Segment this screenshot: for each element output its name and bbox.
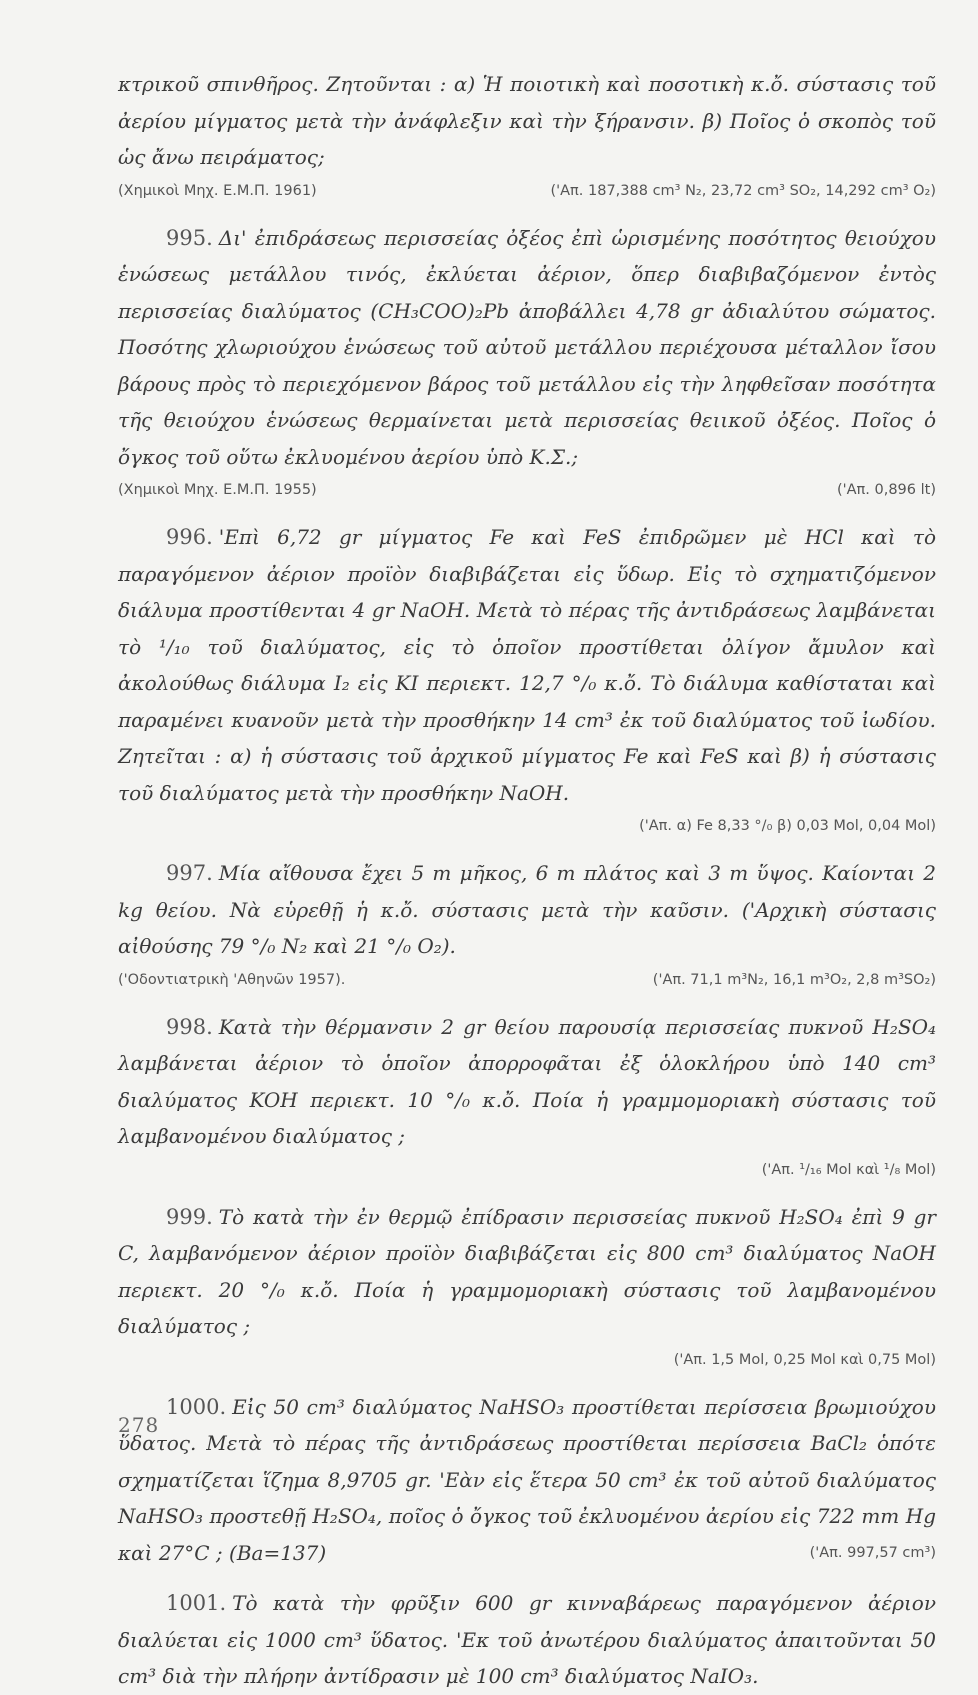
problem-1001: [118, 1585, 936, 1695]
problem-text: 'Επὶ 6,72 gr μίγματος Fe καὶ FeS ἐπιδρῶμεν μὲ HCl καὶ τὸ παραγόμενον ἀέριον προϊὸν διαβιβάζεται εἰς ὕδωρ. Εἰς τὸ σχηματιζόμενον διάλυμα προστίθενται 4 gr NaOH. Μετὰ τὸ πέρας τῆς ἀντιδράσεως λαμβάνεται τὸ ¹/₁₀ τοῦ διαλύματος, εἰς τὸ ὁποῖον προστίθεται ὀλίγον ἄμυλον καὶ ἀκολούθως διάλυμα I₂ εἰς KI περιεκτ. 12,7 °/₀ κ.ὄ. Τὸ διάλυμα καθίσταται καὶ παραμένει κυανοῦν μετὰ τὴν προσθήκην 14 cm³ ἐκ τοῦ διαλύματος τοῦ ἰωδίου. Ζητεῖται : α) ἡ σύστασις τοῦ ἀρχικοῦ μίγματος Fe καὶ FeS καὶ β) ἡ σύστασις τοῦ διαλύματος μετὰ τὴν προσθήκην NaOH.: [118, 525, 936, 805]
answer-line: [118, 1155, 936, 1185]
problem-answer: ('Απ. α) Fe 8,33 °/₀ β) 0,03 Mol, 0,04 Mol): [639, 818, 936, 834]
problem-text: Εἰς 50 cm³ διαλύματος NaHSO₃ προστίθεται περίσσεια βρωμιούχου ὕδατος. Μετὰ τὸ πέρας τῆς ἀντιδράσεως προστίθεται περίσσεια BaCl₂ ὁπότε σχηματίζεται ἵζημα 8,9705 gr. 'Εὰν εἰς ἕτερα 50 cm³ ἐκ τοῦ αὐτοῦ διαλύματος NaHSO₃ προστεθῇ H₂SO₄, ποῖος ὁ ὄγκος τοῦ ἐκλυομένου ἀερίου εἰς 722 mm Hg καὶ 27°C ; (Ba=137): [118, 1394, 936, 1565]
answer-line: [118, 811, 936, 841]
problem-answer: ('Απ. 71,1 m³N₂, 16,1 m³O₂, 2,8 m³SO₂): [652, 971, 936, 988]
problem-number: 995.: [166, 225, 213, 250]
page-number: 278: [118, 1413, 160, 1437]
problem-answer: ('Απ. 0,896 lt): [836, 482, 936, 498]
problem-text: Μία αἴθουσα ἔχει 5 m μῆκος, 6 m πλάτος καὶ 3 m ὕψος. Καίονται 2 kg θείου. Νὰ εὑρεθῇ ἡ κ.ὄ. σύστασις μετὰ τὴν καῦσιν. ('Αρχικὴ σύστασις αἰθούσης 79 °/₀ N₂ καὶ 21 °/₀ O₂).: [118, 861, 936, 958]
problem-answer: ('Απ. 1,5 Mol, 0,25 Mol καὶ 0,75 Mol): [673, 1351, 936, 1368]
problem-998: [118, 1009, 936, 1155]
source-answer-line: [118, 965, 936, 995]
problem-number: 998.: [166, 1014, 213, 1039]
problem-answer: ('Απ. ¹/₁₆ Mol καὶ ¹/₈ Mol): [761, 1161, 936, 1178]
problem-999: [118, 1199, 936, 1345]
problem-number: 999.: [166, 1204, 213, 1229]
answer-line: [118, 1345, 936, 1375]
problem-number: 1001.: [166, 1591, 227, 1615]
problem-text: Κατὰ τὴν θέρμανσιν 2 gr θείου παρουσίᾳ περισσείας πυκνοῦ H₂SO₄ λαμβάνεται ἀέριον τὸ ὁποῖον ἀπορροφᾶται ἐξ ὁλοκλήρου ὑπὸ 140 cm³ διαλύματος KOH περιεκτ. 10 °/₀ κ.ὄ. Ποία ἡ γραμμομοριακὴ σύστασις τοῦ λαμβανομένου διαλύματος ;: [118, 1014, 936, 1148]
problem-continuation-text: κτρικοῦ σπινθῆρος. Ζητοῦνται : α) Ἡ ποιοτικὴ καὶ ποσοτικὴ κ.ὄ. σύστασις τοῦ ἀερίου μίγματος μετὰ τὴν ἀνάφλεξιν καὶ τὴν ξήρανσιν. β) Ποῖος ὁ σκοπὸς τοῦ ὡς ἄνω πειράματος;: [118, 72, 936, 169]
problem-996: [118, 519, 936, 811]
source-answer-line: [118, 176, 936, 206]
problem-source: ('Οδοντιατρικὴ 'Αθηνῶν 1957).: [118, 971, 346, 988]
problem-answer: ('Απ. 997,57 cm³): [809, 1544, 936, 1561]
problem-995: [118, 220, 936, 476]
problem-text: Δι' ἐπιδράσεως περισσείας ὀξέος ἐπὶ ὡρισμένης ποσότητος θειούχου ἑνώσεως μετάλλου τινός, ἐκλύεται ἀέριον, ὅπερ διαβιβαζόμενον ἐντὸς περισσείας διαλύματος (CH₃COO)₂Pb ἀποβάλλει 4,78 gr ἀδιαλύτου σώματος. Ποσότης χλωριούχου ἑνώσεως τοῦ αὐτοῦ μετάλλου περιέχουσα μέταλλον ἴσου βάρους πρὸς τὸ περιεχόμενον βάρος τοῦ μετάλλου εἰς τὴν ληφθεῖσαν ποσότητα τῆς θειούχου ἑνώσεως θερμαίνεται μετὰ περισσείας θειικοῦ ὀξέος. Ποῖος ὁ ὄγκος τοῦ οὕτω ἐκλυομένου ἀερίου ὑπὸ Κ.Σ.;: [118, 225, 936, 469]
problem-997: [118, 855, 936, 965]
problem-answer: ('Απ. 187,388 cm³ N₂, 23,72 cm³ SO₂, 14,292 cm³ O₂): [550, 182, 936, 199]
problem-source: (Χημικοὶ Μηχ. Ε.Μ.Π. 1955): [118, 482, 317, 498]
problem-text: Τὸ κατὰ τὴν ἐν θερμῷ ἐπίδρασιν περισσείας πυκνοῦ H₂SO₄ ἐπὶ 9 gr C, λαμβανόμενον ἀέριον προϊὸν διαβιβάζεται εἰς 800 cm³ διαλύματος NaOH περιεκτ. 20 °/₀ κ.ὄ. Ποία ἡ γραμμομοριακὴ σύστασις τοῦ λαμβανομένου διαλύματος ;: [118, 1204, 936, 1338]
problem-1000: [118, 1389, 936, 1572]
page-text: [118, 66, 936, 1695]
problem-number: 996.: [166, 525, 213, 549]
problem-number: 1000.: [166, 1394, 227, 1419]
problem-text: Τὸ κατὰ τὴν φρῦξιν 600 gr κινναβάρεως παραγόμενον ἀέριον διαλύεται εἰς 1000 cm³ ὕδατος. 'Εκ τοῦ ἀνωτέρου διαλύματος ἀπαιτοῦνται 50 cm³ διὰ τὴν πλήρην ἀντίδρασιν μὲ 100 cm³ διαλύματος NaIO₃.: [118, 1591, 936, 1688]
source-answer-line: [118, 475, 936, 505]
problem-number: 997.: [166, 861, 213, 885]
problem-source: (Χημικοὶ Μηχ. Ε.Μ.Π. 1961): [118, 182, 317, 199]
